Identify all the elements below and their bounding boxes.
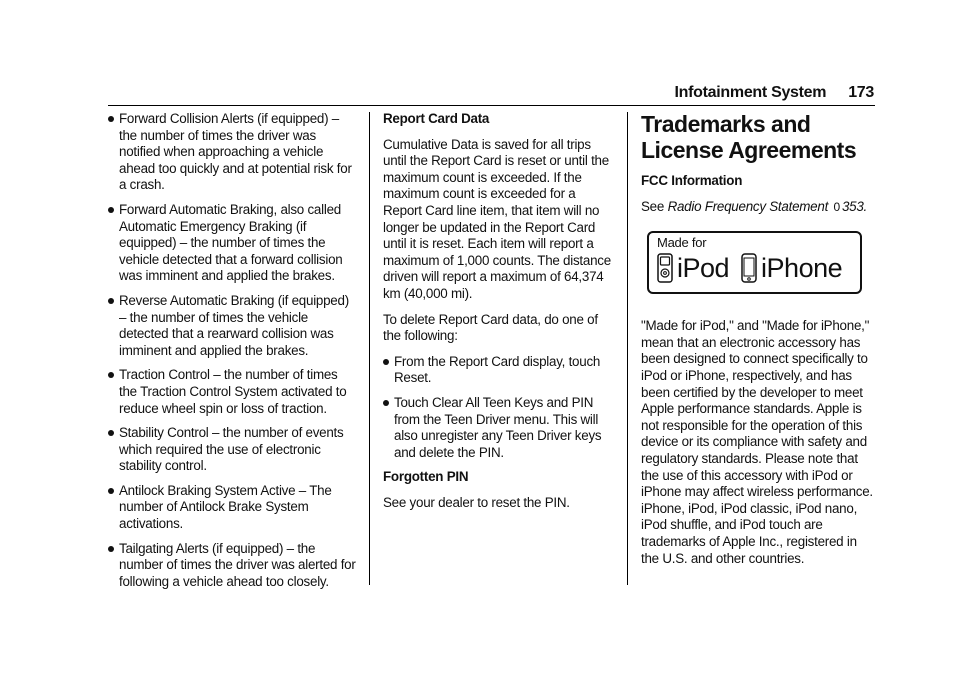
page-header bbox=[675, 84, 874, 102]
report-card-paragraph: Cumulative Data is saved for all trips until the Report Card is reset or until the maximum count is exceeded. If the maximum count is exceeded for a Report Card line item, that item will no longer be updated in the Report Card until it is reset. Each item will report a maximum of 1,000 counts. The distance driven will report a maximum of 64,374 km (40,000 mi). bbox=[383, 136, 611, 301]
column-3 bbox=[641, 111, 875, 576]
reference-link[interactable]: Radio Frequency Statement bbox=[667, 198, 829, 214]
bullet-icon bbox=[383, 359, 389, 365]
bullet-icon bbox=[108, 546, 114, 552]
list-item: Reverse Automatic Braking (if equipped) – the number of times the vehicle detected that a rearward collision was imminent and applied the brakes. bbox=[108, 293, 356, 359]
apple-trademark-paragraph: "Made for iPod," and "Made for iPhone," mean that an electronic accessory has been designed to connect specifically to iPod or iPhone, respectively, and has been certified by the developer to meet Apple performance standards. Apple is not responsible for the operation of this device or its compliance with safety and regulatory standards. Please note that the use of this accessory with iPod or iPhone may affect wireless performance. iPhone, iPod, iPod classic, iPod nano, iPod shuffle, and iPod touch are trademarks of Apple Inc., registered in the U.S. and other countries. bbox=[641, 318, 873, 566]
fcc-reference: See Radio Frequency Statement 0 353. bbox=[641, 198, 868, 214]
header-divider bbox=[108, 105, 875, 106]
bullet-icon bbox=[108, 372, 114, 378]
list-item: Traction Control – the number of times the Traction Control System activated to reduce wheel spin or loss of traction. bbox=[108, 367, 356, 417]
report-card-heading: Report Card Data bbox=[383, 111, 490, 126]
reference-page: 353. bbox=[841, 198, 868, 214]
report-items-list bbox=[108, 111, 356, 590]
column-divider-left bbox=[369, 112, 370, 585]
bullet-icon bbox=[108, 298, 114, 304]
list-item: Antilock Braking System Active – The number of Antilock Brake System activations. bbox=[108, 483, 356, 533]
list-item: Tailgating Alerts (if equipped) – the number of times the driver was alerted for following a vehicle ahead too closely. bbox=[108, 541, 356, 591]
column-2 bbox=[383, 111, 613, 520]
forgotten-pin-heading: Forgotten PIN bbox=[383, 469, 469, 485]
bullet-icon bbox=[108, 207, 114, 213]
badge-ipod-label: iPod bbox=[677, 253, 730, 284]
made-for-ipod-iphone-badge bbox=[647, 231, 862, 294]
list-item: From the Report Card display, touch Reset. bbox=[383, 354, 613, 387]
list-item: Stability Control – the number of events which required the use of electronic stability control. bbox=[108, 425, 356, 475]
list-item: Touch Clear All Teen Keys and PIN from the Teen Driver menu. This will also unregister any Teen Driver keys and delete the PIN. bbox=[383, 395, 613, 461]
ipod-icon bbox=[657, 253, 673, 283]
column-divider-right bbox=[627, 112, 628, 585]
iphone-icon bbox=[741, 253, 757, 283]
bullet-icon bbox=[383, 400, 389, 406]
page-number: 173 bbox=[848, 84, 874, 101]
fcc-heading: FCC Information bbox=[641, 173, 743, 188]
badge-made-for-label: Made for bbox=[657, 235, 707, 251]
bullet-icon bbox=[108, 488, 114, 494]
badge-iphone-label: iPhone bbox=[761, 253, 843, 284]
list-item: Forward Collision Alerts (if equipped) – the number of times the driver was notified when approaching a vehicle ahead too quickly and at potential risk for a crash. bbox=[108, 111, 356, 194]
bullet-icon bbox=[108, 116, 114, 122]
bullet-icon bbox=[108, 430, 114, 436]
page-reference-icon: 0 bbox=[833, 199, 840, 214]
column-1 bbox=[108, 111, 356, 598]
section-title: Trademarks and License Agreements bbox=[641, 111, 857, 163]
delete-intro: To delete Report Card data, do one of the following: bbox=[383, 311, 598, 344]
delete-steps-list bbox=[383, 354, 613, 462]
forgotten-pin-paragraph: See your dealer to reset the PIN. bbox=[383, 494, 570, 510]
list-item: Forward Automatic Braking, also called Automatic Emergency Braking (if equipped) – the number of times the vehicle detected that a forward collision was imminent and applied the brakes. bbox=[108, 202, 356, 285]
header-section-title: Infotainment System bbox=[674, 84, 827, 101]
